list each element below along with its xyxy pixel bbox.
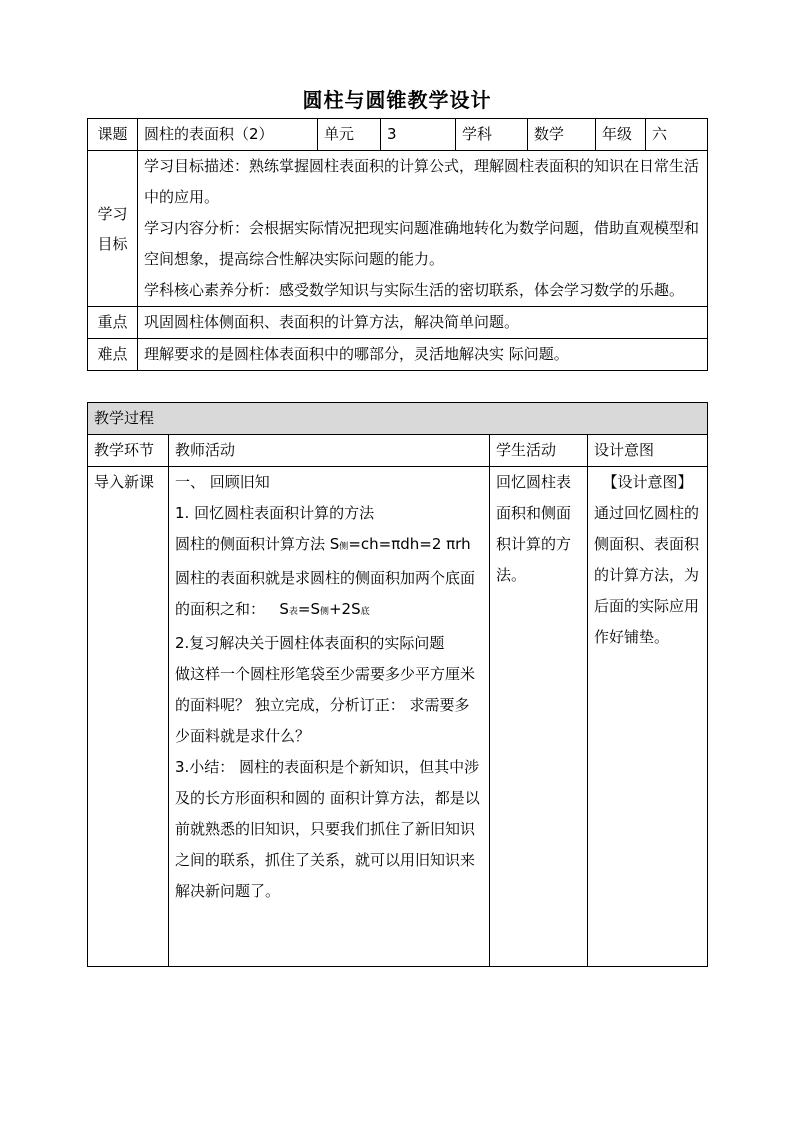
process-header: 教学过程 xyxy=(88,403,708,435)
subject-label: 学科 xyxy=(456,119,528,151)
lesson-info-table xyxy=(87,118,708,371)
design-intent xyxy=(588,467,708,967)
formula-s-base: +2S xyxy=(328,600,361,618)
teaching-process-table xyxy=(87,402,708,967)
unit-label: 单元 xyxy=(318,119,381,151)
design-intent-title: 【设计意图】 xyxy=(602,473,693,491)
goal-description: 学习目标描述：熟练掌握圆柱表面积的计算公式，理解圆柱表面积的知识在日常生活中的应用。 xyxy=(144,157,700,206)
grade-label: 年级 xyxy=(596,119,646,151)
formula-s-sub: 表 xyxy=(288,607,298,617)
difficulty-text: 理解要求的是圆柱体表面积中的哪部分，灵活地解决实 际问题。 xyxy=(138,339,708,371)
goals-label-line2: 目标 xyxy=(97,234,128,253)
core-literacy: 学科核心素养分析：感受数学知识与实际生活的密切联系，体会学习数学的乐趣。 xyxy=(144,281,685,299)
design-intent-text: 通过回忆圆柱的侧面积、表面积的计算方法，为后面的实际应用作好铺垫。 xyxy=(594,504,700,646)
goals-label-line1: 学习 xyxy=(97,204,128,223)
lateral-formula-a: 圆柱的侧面积计算方法 S xyxy=(175,535,340,553)
stage-cell: 导入新课 xyxy=(88,467,169,967)
summary-text: 3.小结： 圆柱的表面积是个新知识，但其中涉及的长方形面积和圆的 面积计算方法，都是以前就熟悉的旧知识，只要我们抓住了新旧知识 xyxy=(175,758,480,838)
student-activity: 回忆圆柱表面积和侧面积计算的方法。 xyxy=(490,467,588,967)
surface-area-explanation xyxy=(175,563,483,628)
key-point-label: 重点 xyxy=(88,307,138,339)
goals-content xyxy=(138,151,708,307)
key-point-text: 巩固圆柱体侧面积、表面积的计算方法，解决简单问题。 xyxy=(138,307,708,339)
lateral-area-formula xyxy=(175,529,483,563)
grade-value: 六 xyxy=(646,119,708,151)
col-design-header: 设计意图 xyxy=(588,435,708,467)
col-student-header: 学生活动 xyxy=(490,435,588,467)
page-title: 圆柱与圆锥教学设计 xyxy=(302,88,492,112)
difficulty-label: 难点 xyxy=(88,339,138,371)
lateral-formula-sub: 侧 xyxy=(339,542,349,552)
formula-s: S xyxy=(279,600,289,618)
subject-value: 数学 xyxy=(528,119,596,151)
formula-s-base-sub: 底 xyxy=(360,607,370,617)
pencil-case-problem: 做这样一个圆柱形笔袋至少需要多少平方厘米的面料呢？ 独立完成，分析订正： 求需要多少面料就是求什么？ xyxy=(175,665,476,745)
teacher-activity xyxy=(169,467,490,967)
col-stage-header: 教学环节 xyxy=(88,435,169,467)
unit-value: 3 xyxy=(381,119,456,151)
summary-text-2: 之间的联系，抓住了关系，就可以用旧知识来解决新问题了。 xyxy=(175,851,476,900)
lateral-formula-b: =ch=πdh=2 πrh xyxy=(348,535,471,553)
surface-area-text: 圆柱的表面积就是求圆柱的侧面积加两个底面的面积之和： xyxy=(175,569,476,618)
review-item-1: 1. 回忆圆柱表面积计算的方法 xyxy=(175,504,375,522)
content-analysis: 学习内容分析：会根据实际情况把现实问题准确地转化为数学问题，借助直观模型和空间想象，提高综合性解决实际问题的能力。 xyxy=(144,219,700,268)
review-item-2: 2.复习解决关于圆柱体表面积的实际问题 xyxy=(175,634,445,652)
goals-label xyxy=(88,151,138,307)
topic-label: 课题 xyxy=(88,119,138,151)
formula-s-lateral: =S xyxy=(297,600,320,618)
topic-value: 圆柱的表面积（2） xyxy=(138,119,318,151)
formula-s-lateral-sub: 侧 xyxy=(319,607,329,617)
col-teacher-header: 教师活动 xyxy=(169,435,490,467)
review-heading: 一、 回顾旧知 xyxy=(175,473,270,491)
